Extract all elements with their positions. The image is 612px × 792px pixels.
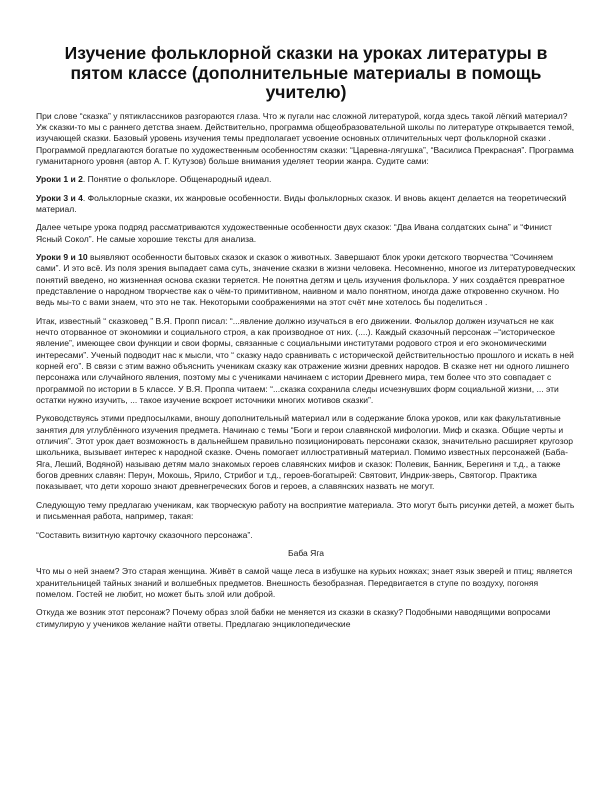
- lessons-9-10-text: выявляют особенности бытовых сказок и сказок о животных. Завершают блок уроки детского творчества “Сочиняем сами”. И это всё. Из поля зрения выпадает сама суть, значение сказки в жизни человека. Несомненно, многое из литературоведческих понятий введено, но жизненная основа сказки теряется. Не понятна детям и цель изучения фольклора. У них создаётся превратное представление о народном творчестве как о чём-то примитивном, наивном и мало понятном, иногда даже откровенно скучном. Но ведь мы-то с вами знаем, что это не так. Некоторыми соображениями на этот счёт мне хотелось бы поделиться .: [36, 251, 576, 308]
- baba-yaga-paragraph: Что мы о ней знаем? Это старая женщина. Живёт в самой чаще леса в избушке на курьих ножках; знает язык зверей и птиц; является хранительницей тайных знаний и волшебных предметов. Внешность безобразная. Передвигается в ступе по воздуху, погоняя помелом. Гостей не любит, но может быть злой или доброй.: [36, 566, 573, 599]
- lessons-9-10-label: Уроки 9 и 10: [36, 251, 88, 262]
- propp-paragraph: Итак, известный “ сказковед ” В.Я. Пропп писал: “...явление должно изучаться в его движении. Фольклор должен изучаться не как нечто оторванное от экономики и социального строя, а как производное от них. (....). Каждый сказочный персонаж –“историческое явление”, имеющее свои функции и свои формы, связанные с социальными институтами родового строя и его экономическими интересами”. Ученый подводит нас к мысли, что “ сказку надо сравнивать с исторической действительностью прошлого и искать в ней корней его”. В связи с этим важно объяснить ученикам сказку как отражение жизни древних народов. В сказке нет ни одного лишнего персонажа или случайного явления, поэтому мы с учениками начинаем с истории Древнего мира, тем более что это совпадает с программой по истории в 5 классе. У В.Я. Проппа читаем: “...сказка сохранила следы исчезнувших форм социальной жизни, ... эти остатки нужно изучить, ... такое изучение вскроет источники многих мотивов сказки”.: [36, 315, 574, 406]
- next-topic-paragraph: Следующую тему предлагаю ученикам, как творческую работу на восприятие материала. Это могут быть рисунки детей, а может быть и письменная работа, например, такая:: [36, 499, 575, 522]
- origin-paragraph: Откуда же возник этот персонаж? Почему образ злой бабки не меняется из сказки в сказку? Подобными наводящими вопросами стимулирую у учеников желание найти ответы. Предлагаю энциклопедические: [36, 607, 551, 629]
- next-four-lessons-paragraph: Далее четыре урока подряд рассматриваются художественные особенности двух сказок: “Два Ивана солдатских сына” и “Финист Ясный Сокол”. Не самые хорошие тексты для анализа.: [36, 222, 553, 244]
- lessons-3-4-label: Уроки 3 и 4: [36, 192, 83, 203]
- lessons-1-2-label: Уроки 1 и 2: [36, 174, 83, 185]
- lessons-9-10-paragraph: [36, 252, 576, 309]
- card-task-paragraph: “Составить визитную карточку сказочного персонажа”.: [36, 529, 253, 540]
- document-title: Изучение фольклорной сказки на уроках литературы в пятом классе (дополнительные материалы в помощь учителю): [64, 43, 548, 102]
- intro-paragraph: При слове “сказка” у пятиклассников разгораются глаза. Что ж пугали нас сложной литературой, когда здесь такой лёгкий материал? Уж сказки-то мы с раннего детства знаем. Действительно, программа общеобразовательной школы по литературе открывается темой, изучающей сказки. Базовый уровень изучения темы предполагает усвоение основных отличительных черт фольклорной сказки . Программой предлагаются богатые по художественным особенностям сказки: “Царевна-лягушка”, “Василиса Прекрасная”. Программа гуманитарного уровня (автор А. Г. Кутузов) больше внимания уделяет теории жанра. Судите сами:: [36, 110, 575, 166]
- lessons-1-2-paragraph: [36, 174, 576, 185]
- baba-yaga-heading: Баба Яга: [287, 547, 325, 558]
- guided-paragraph: Руководствуясь этими предпосылками, вношу дополнительный материал или в содержание блока уроков, или как факультативные занятия для углублённого изучения предмета. Начинаю с темы “Боги и герои славянской мифологии. Миф и сказка. Общие черты и отличия”. Этот урок дает возможность в дальнейшем правильно позиционировать персонажи сказок, значительно расширяет кругозор школьника, вызывает интерес к народной сказке. Очень помогает иллюстративный материал. Помимо известных персонажей (Баба-Яга, Леший, Водяной) называю детям мало знакомых героев славянских мифов и сказок: Полевик, Банник, Берегиня и т.д., а также богов древних славян: Перун, Мокошь, Ярило, Стрибог и т.д., героев-богатырей: Святовит, Индрик-зверь, Святогор. Практика показывает, что дети хорошо знают древнегреческих богов и героев, а славянских назвать не могут.: [36, 413, 574, 492]
- lessons-1-2-text: . Понятие о фольклоре. Общенародный идеал.: [82, 174, 272, 185]
- lessons-3-4-text: . Фольклорные сказки, их жанровые особенности. Виды фольклорных сказок. И вновь акцент делается на теоретический материал.: [36, 192, 567, 214]
- lessons-3-4-paragraph: [36, 193, 576, 216]
